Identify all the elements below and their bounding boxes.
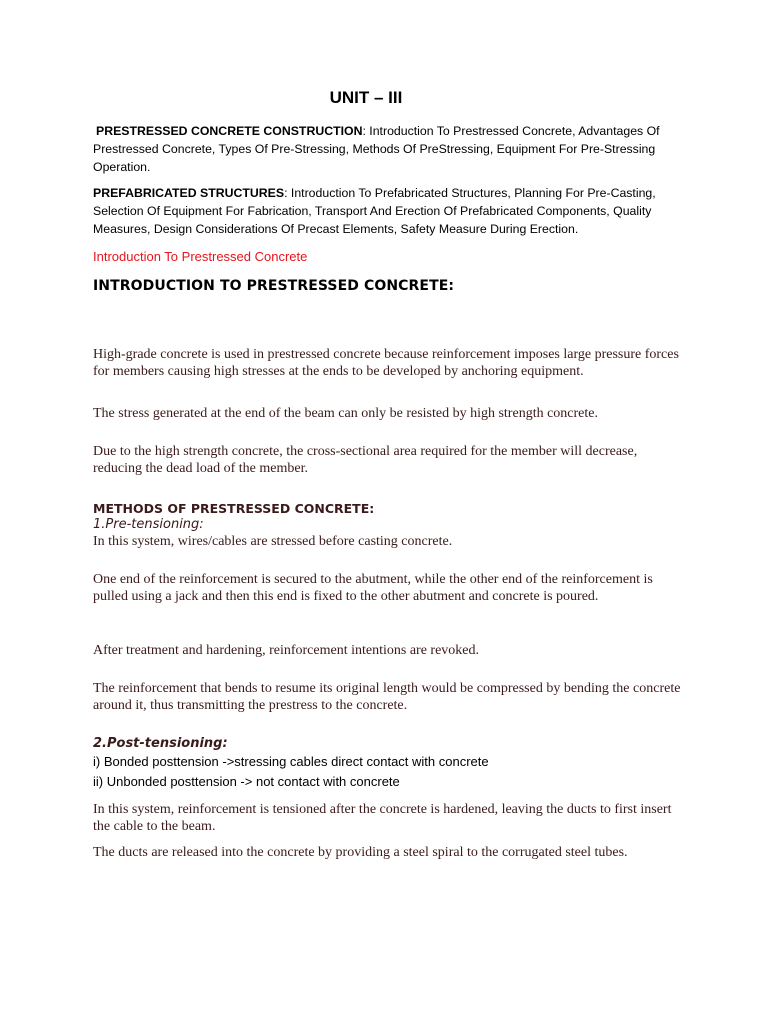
post-tensioning-heading: 2.Post-tensioning: xyxy=(93,736,228,751)
list-item: i) Bonded posttension ->stressing cables direct contact with concrete xyxy=(93,754,489,769)
post-tensioning-paragraph: The ducts are released into the concrete by providing a steel spiral to the corrugated steel tubes. xyxy=(93,845,628,860)
syllabus-label: PRESTRESSED CONCRETE CONSTRUCTION xyxy=(96,124,363,138)
syllabus-text: : Introduction To Prefabricated Structures, Planning For Pre-Casting, Selection Of Equipment For Fabrication, Transport And Erection Of Prefabricated Components, Quality Measures, Design Considerations Of Precast Elements, Safety Measure During Erection. xyxy=(93,186,656,236)
pre-tensioning-heading: 1.Pre-tensioning: xyxy=(93,517,204,532)
pre-tensioning-paragraph: After treatment and hardening, reinforcement intentions are revoked. xyxy=(93,643,480,658)
syllabus-prefabricated xyxy=(93,184,683,238)
intro-paragraph: High-grade concrete is used in prestressed concrete because reinforcement imposes large pressure forces for members causing high stresses at the ends to be developed by anchoring equipment. xyxy=(93,347,679,379)
syllabus-text: : Introduction To Prestressed Concrete, Advantages Of Prestressed Concrete, Types Of Pre-Stressing, Methods Of PreStressing, Equipment For Pre-Stressing Operation. xyxy=(93,124,660,174)
post-tensioning-paragraph: In this system, reinforcement is tensioned after the concrete is hardened, leaving the ducts to first insert the cable to the beam. xyxy=(93,802,672,834)
methods-heading: METHODS OF PRESTRESSED CONCRETE: xyxy=(93,501,375,516)
page-title: UNIT – III xyxy=(329,88,403,107)
pre-tensioning-paragraph: One end of the reinforcement is secured to the abutment, while the other end of the reinforcement is pulled using a jack and then this end is fixed to the other abutment and concrete is poured. xyxy=(93,572,653,604)
list-item: ii) Unbonded posttension -> not contact with concrete xyxy=(93,774,400,789)
section-link-heading: Introduction To Prestressed Concrete xyxy=(93,249,308,264)
intro-paragraph: Due to the high strength concrete, the cross-sectional area required for the member will decrease, reducing the dead load of the member. xyxy=(93,444,638,476)
intro-paragraph: The stress generated at the end of the beam can only be resisted by high strength concrete. xyxy=(93,406,598,421)
pre-tensioning-paragraph: The reinforcement that bends to resume its original length would be compressed by bending the concrete around it, thus transmitting the prestress to the concrete. xyxy=(93,681,681,713)
syllabus-prestressed xyxy=(93,122,683,176)
intro-heading: INTRODUCTION TO PRESTRESSED CONCRETE: xyxy=(93,278,455,294)
pre-tensioning-paragraph: In this system, wires/cables are stressed before casting concrete. xyxy=(93,534,453,549)
syllabus-label: PREFABRICATED STRUCTURES xyxy=(93,186,285,200)
